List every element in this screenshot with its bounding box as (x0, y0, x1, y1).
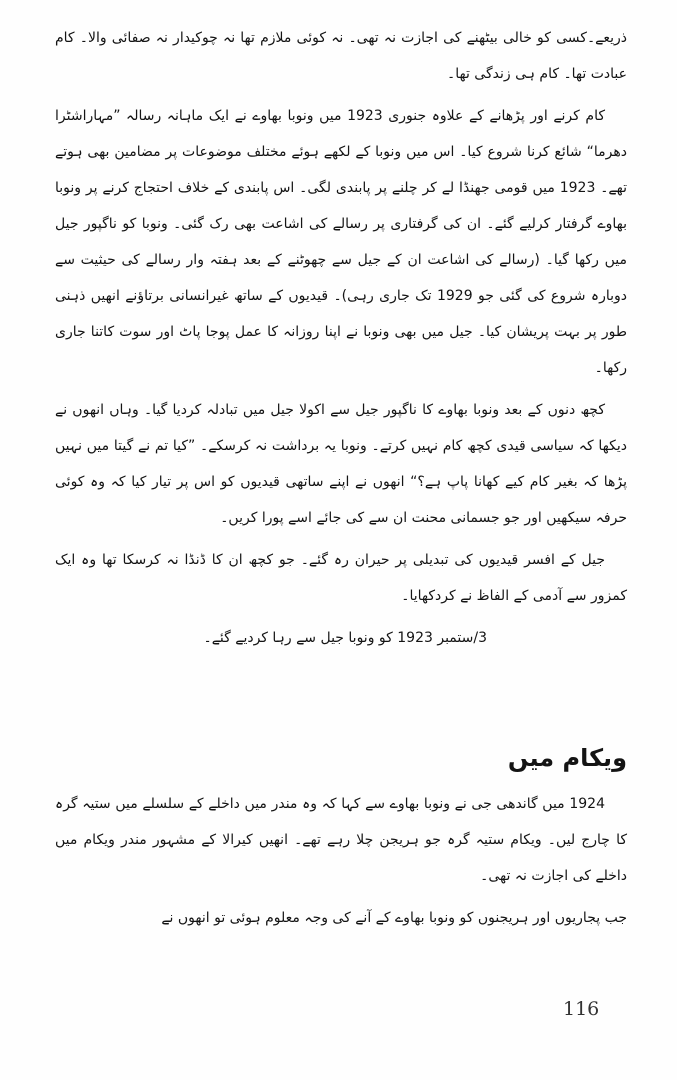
main-text-block (55, 20, 627, 656)
page-number: 116 (563, 998, 600, 1020)
paragraph-work-is-worship: ذریعے۔کسی کو خالی بیٹھنے کی اجازت نہ تھی۔ نہ کوئی ملازم تھا نہ چوکیدار نہ صفائی والا۔ کام عبادت تھا۔ کام ہی زندگی تھا۔ (55, 30, 627, 82)
paragraph-magazine-and-arrest: کام کرنے اور پڑھانے کے علاوہ جنوری 1923 میں ونوبا بھاوے نے ایک ماہانہ رسالہ ”مہاراشٹرا دھرما“ شائع کرنا شروع کیا۔ اس میں ونوبا کے لکھے ہوئے مختلف موضوعات پر مضامین بھی ہوتے تھے۔ 1923 میں قومی جھنڈا لے کر چلنے پر پابندی لگی۔ اس پابندی کے خلاف احتجاج کرنے پر ونوبا بھاوے گرفتار کرلیے گئے۔ ان کی گرفتاری پر رسالے کی اشاعت بھی رک گئی۔ ونوبا کو ناگپور جیل میں رکھا گیا۔ (رسالے کی اشاعت ان کے جیل سے چھوٹنے کے بعد ہفتہ وار رسالے کی حیثیت سے دوبارہ شروع کی گئی جو 1929 تک جاری رہی)۔ قیدیوں کے ساتھ غیرانسانی برتاؤنے انھیں ذہنی طور پر بہت پریشان کیا۔ جیل میں بھی ونوبا نے اپنا روزانہ کا عمل پوجا پاٹ اور سوت کاتنا جاری رکھا۔ (55, 108, 627, 376)
paragraph-jail-officers: جیل کے افسر قیدیوں کی تبدیلی پر حیران رہ گئے۔ جو کچھ ان کا ڈنڈا نہ کرسکا تھا وہ ایک کمزور سے آدمی کے الفاظ نے کردکھایا۔ (55, 552, 627, 604)
section-text-block (55, 786, 627, 942)
paragraph-akola-jail: کچھ دنوں کے بعد ونوبا بھاوے کا ناگپور جیل سے اکولا جیل میں تبادلہ کردیا گیا۔ وہاں انھوں نے دیکھا کہ سیاسی قیدی کچھ کام نہیں کرتے۔ ونوبا یہ برداشت نہ کرسکے۔ ”کیا تم نے گیتا میں نہیں پڑھا کہ بغیر کام کیے کھانا پاپ ہے؟“ انھوں نے اپنے ساتھی قیدیوں کو اس پر تیار کیا کہ وہ کوئی حرفہ سیکھیں اور جو جسمانی محنت ان سے کی جائے اسے پورا کریں۔ (55, 402, 627, 526)
section-heading: ویکام میں (507, 744, 627, 772)
release-date-line: 3/ستمبر 1923 کو ونوبا جیل سے رہا کردیے گئے۔ (203, 630, 487, 646)
paragraph-priests-and-harijans: جب پجاریوں اور ہریجنوں کو ونوبا بھاوے کے آنے کی وجہ معلوم ہوئی تو انھوں نے (161, 910, 627, 926)
paragraph-vaikom-satyagraha: 1924 میں گاندھی جی نے ونوبا بھاوے سے کہا کہ وہ مندر میں داخلے کے سلسلے میں ستیہ گرہ کا چارج لیں۔ ویکام ستیہ گرہ جو ہریجن چلا رہے تھے۔ انھیں کیرالا کے مشہور مندر ویکام میں داخلے کی اجازت نہ تھی۔ (55, 796, 627, 884)
